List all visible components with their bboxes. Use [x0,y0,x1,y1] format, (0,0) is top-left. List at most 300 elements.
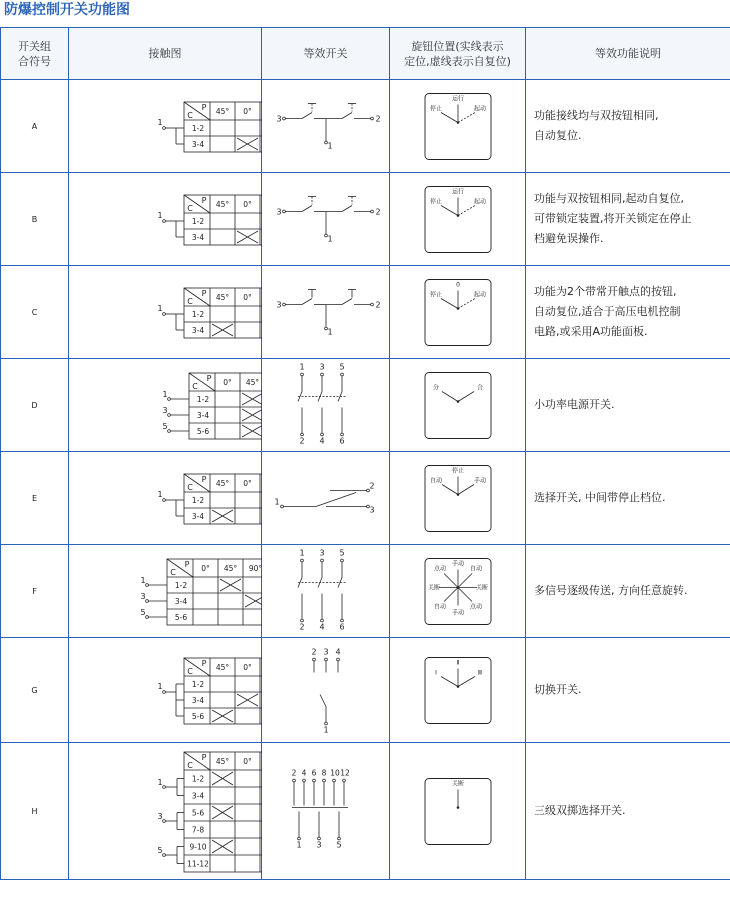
terminal-dot [163,312,166,315]
function-description [526,173,730,266]
angle-label: 0° [223,377,232,387]
wire [302,112,312,118]
terminal-dot [325,722,328,725]
contact-row-label: 7-8 [191,825,205,834]
terminal-dot [168,429,171,432]
angle-label: 0° [243,106,252,116]
knob-panel [425,778,491,844]
contact-row-label: 3-4 [191,232,205,242]
corner-p-label: P [201,102,207,112]
terminal-dot [338,837,341,840]
knob-position-label: 关断 [475,584,489,591]
contact-diagram [69,452,262,545]
header-code: 开关组 合符号 [1,28,69,80]
knob-position-label: 停止 [451,467,465,474]
knob-position-label: 点动 [469,603,483,610]
contact-table [157,195,262,245]
terminal-dot [371,117,374,120]
function-description [526,452,730,545]
terminal-dot [146,583,149,586]
diagram-svg [69,453,262,544]
terminal-label-left: 1 [157,303,163,313]
contact-row-label: 1-2 [191,495,205,505]
terminal-dot [321,559,324,562]
equiv-terminal-top: 1 [299,362,305,371]
corner-c-label: C [170,567,176,577]
knob-position-label: 合 [476,384,484,391]
angle-label: 0° [243,662,252,672]
equiv-switch [276,103,380,150]
function-description [526,638,730,743]
diagram-svg [69,174,262,265]
blade [320,694,326,706]
angle-label: 45° [245,377,260,387]
equiv-terminal-top: 6 [311,768,317,777]
knob-position-label: 手动 [473,477,487,484]
terminal-dot [313,658,316,661]
equiv-terminal-right: 2 [369,481,375,490]
diagram-svg [262,267,390,358]
diagram-svg [390,639,526,742]
wire [342,112,352,118]
function-row-b [1,173,730,266]
knob-position-label: 停止 [429,198,443,205]
knob-panel [425,279,491,345]
description-line: 自动复位,适合于高压电机控制 [534,305,681,318]
equiv-terminal-top: 5 [339,362,345,371]
contact-table [157,474,262,524]
terminal-label-left: 5 [157,845,163,855]
header-contact: 接触图 [69,28,262,80]
terminal-label-left: 5 [162,421,168,431]
terminal-dot [163,819,166,822]
knob-diagram [390,638,526,743]
equiv-switch [276,196,380,243]
knob-position-label: 起动 [473,198,487,205]
equiv-terminal-bottom: 1 [327,141,333,150]
equiv-diagram [262,545,390,638]
equiv-diagram [262,359,390,452]
description-line: 三级双掷选择开关. [534,804,626,817]
function-row-g [1,638,730,743]
equiv-terminal-top: 1 [299,548,305,557]
angle-label: 45° [215,756,230,766]
contact-row-label: 1-2 [196,394,210,404]
diagram-svg [69,267,262,358]
corner-p-label: P [201,752,207,762]
contact-table [157,658,262,724]
contact-diagram [69,743,262,880]
knob-position-label: 自动 [433,603,447,610]
corner-p-label: P [201,658,207,668]
corner-p-label: P [184,559,190,569]
terminal-dot [283,210,286,213]
knob-diagram [390,80,526,173]
diagram-svg [390,360,526,451]
knob-panel [425,558,491,624]
contact-diagram [69,545,262,638]
contact-diagram [69,173,262,266]
knob-position-label: 手动 [451,609,465,616]
contact-row-label: 3-4 [174,596,188,606]
row-code: G [1,638,69,743]
terminal-label-left: 3 [140,591,146,601]
equiv-switch [298,548,346,631]
angle-label: 45° [223,563,238,573]
description-line: 可带锁定装置,将开关锁定在停止 [534,212,692,225]
diagram-svg [390,744,526,879]
contact-table [157,752,262,872]
contact-row-label: 5-6 [191,808,205,817]
terminal-label-left: 1 [157,210,163,220]
function-row-c [1,266,730,359]
contact-row-label: 3-4 [191,791,205,800]
contact-row-label: 11-12 [187,859,209,868]
description-line: 小功率电源开关. [534,398,615,411]
angle-label: 45° [215,478,230,488]
diagram-svg [262,546,390,637]
diagram-svg [262,639,390,742]
knob-position-label: 点动 [433,565,447,572]
equiv-terminal-top: 2 [311,647,317,656]
diagram-svg [69,546,262,637]
terminal-dot [163,690,166,693]
equiv-diagram [262,80,390,173]
function-row-f [1,545,730,638]
terminal-label-left: 5 [140,607,146,617]
equiv-terminal-right: 2 [375,207,381,216]
knob-face [425,279,491,345]
angle-label: 0° [243,756,252,766]
knob-face [425,93,491,159]
equiv-terminal-bottom: 1 [327,327,333,336]
equiv-terminal-bottom: 2 [299,436,305,445]
terminal-dot [301,373,304,376]
row-code: H [1,743,69,880]
knob-position-label: 停止 [429,291,443,298]
terminal-dot [163,219,166,222]
contact-row-label: 3-4 [196,410,210,420]
angle-label: 45° [215,662,230,672]
contact-row-label: 3-4 [191,325,205,335]
contact-row-label: 3-4 [191,695,205,705]
contact-row-label: 1-2 [191,679,205,689]
terminal-label-left: 3 [162,405,168,415]
knob-position-label: 停止 [429,105,443,112]
wire [316,492,356,506]
knob-position-label: 起动 [473,291,487,298]
equiv-terminal-right: 3 [369,505,375,514]
function-row-d [1,359,730,452]
contact-row-label: 1-2 [191,216,205,226]
angle-label: 0° [201,563,210,573]
corner-c-label: C [187,203,193,213]
knob-diagram [390,452,526,545]
equiv-terminal-bottom: 1 [323,725,329,734]
knob-diagram [390,266,526,359]
terminal-dot [371,303,374,306]
contact-row-label: 1-2 [174,580,188,590]
terminal-dot [301,433,304,436]
contact-diagram [69,359,262,452]
knob-position-label: 关断 [451,780,465,787]
diagram-svg [262,81,390,172]
knob-position-label: 运行 [451,95,465,102]
corner-c-label: C [187,760,193,770]
function-row-a [1,80,730,173]
terminal-dot [323,779,326,782]
equiv-switch [292,768,350,849]
equiv-terminal-top: 3 [323,647,329,656]
corner-p-label: P [206,373,212,383]
contact-table [162,373,262,439]
contact-table [157,288,262,338]
diagram-svg [262,360,390,451]
description-line: 功能接线均与双按钮相同, [534,109,659,122]
knob-position-label: 起动 [473,105,487,112]
equiv-diagram [262,743,390,880]
angle-label: 0° [243,292,252,302]
equiv-terminal-bottom: 6 [339,622,345,631]
angle-label: 0° [243,478,252,488]
knob-position-label: 自动 [469,565,483,572]
terminal-dot [301,559,304,562]
terminal-dot [341,619,344,622]
contact-row-label: 9-10 [189,842,207,851]
equiv-switch [311,647,340,734]
equiv-terminal-top: 2 [291,768,297,777]
terminal-dot [163,853,166,856]
terminal-label-left: 1 [162,389,168,399]
diagram-svg [262,453,390,544]
terminal-dot [163,785,166,788]
knob-position-label: 运行 [451,188,465,195]
page-title: 防爆控制开关功能图 [4,2,130,18]
equiv-terminal-top: 8 [321,768,327,777]
diagram-svg [262,174,390,265]
corner-c-label: C [187,296,193,306]
equiv-terminal-bottom: 5 [336,840,342,849]
knob-face [425,465,491,531]
equiv-diagram [262,266,390,359]
description-line: 切换开关. [534,683,582,696]
equiv-terminal-top: 5 [339,548,345,557]
equiv-terminal-top: 3 [319,548,325,557]
diagram-svg [390,453,526,544]
function-description [526,359,730,452]
equiv-terminal-left: 1 [274,497,280,506]
terminal-dot [333,779,336,782]
knob-position-label: Ⅱ [456,659,460,666]
terminal-dot [293,779,296,782]
row-code: A [1,80,69,173]
equiv-terminal-top: 12 [340,768,350,777]
terminal-dot [146,615,149,618]
contact-row-label: 5-6 [174,612,188,622]
terminal-label-left: 1 [140,575,146,585]
equiv-terminal-top: 4 [301,768,307,777]
contact-row-label: 1-2 [191,309,205,319]
contact-diagram [69,638,262,743]
function-description [526,545,730,638]
description-line: 多信号逐级传送, 方向任意旋转. [534,584,688,597]
equiv-terminal-right: 2 [375,114,381,123]
terminal-dot [163,126,166,129]
contact-row-label: 5-6 [191,711,205,721]
row-code: E [1,452,69,545]
knob-panel [425,465,491,531]
header-equiv: 等效开关 [262,28,390,80]
diagram-svg [69,360,262,451]
description-line: 自动复位. [534,129,582,142]
knob-position-label: 手动 [451,560,465,567]
wire [342,298,352,304]
corner-c-label: C [187,110,193,120]
knob-position-label: Ⅲ [477,669,483,676]
equiv-switch [274,481,374,514]
function-table [0,27,730,880]
row-code: D [1,359,69,452]
equiv-diagram [262,452,390,545]
terminal-dot [321,619,324,622]
description-line: 功能与双按钮相同,起动自复位, [534,192,684,205]
function-description [526,743,730,880]
equiv-terminal-bottom: 4 [319,622,325,631]
function-description [526,80,730,173]
knob-panel [425,657,491,723]
diagram-svg [390,81,526,172]
terminal-dot [301,619,304,622]
contact-row-label: 1-2 [191,774,205,783]
function-row-h [1,743,730,880]
corner-p-label: P [201,288,207,298]
function-description [526,266,730,359]
equiv-terminal-top: 3 [319,362,325,371]
knob-panel [425,186,491,252]
contact-row-label: 3-4 [191,511,205,521]
equiv-terminal-top: 4 [335,647,341,656]
knob-position-label: 自动 [429,477,443,484]
equiv-terminal-left: 3 [276,114,282,123]
diagram-svg [390,174,526,265]
terminal-dot [168,397,171,400]
equiv-diagram [262,638,390,743]
terminal-dot [341,559,344,562]
diagram-svg [69,81,262,172]
description-line: 功能为2个带常开触点的按钮, [534,285,677,298]
row-code: B [1,173,69,266]
terminal-label-left: 1 [157,489,163,499]
knob-position-label: Ⅰ [435,669,437,676]
terminal-dot [281,505,284,508]
equiv-switch [276,289,380,336]
equiv-terminal-bottom: 2 [299,622,305,631]
corner-p-label: P [201,474,207,484]
header-knob: 旋钮位置(实线表示 定位,虚线表示自复位) [390,28,526,80]
terminal-dot [321,433,324,436]
terminal-dot [283,117,286,120]
description-line: 电路,或采用A功能面板. [534,325,648,338]
knob-diagram [390,743,526,880]
knob-diagram [390,359,526,452]
knob-panel [425,93,491,159]
row-code: F [1,545,69,638]
corner-c-label: C [187,666,193,676]
equiv-terminal-bottom: 1 [296,840,302,849]
contact-row-label: 1-2 [191,123,205,133]
terminal-label-left: 1 [157,117,163,127]
knob-panel [425,372,491,438]
header-row [1,28,730,80]
terminal-dot [298,837,301,840]
terminal-dot [313,779,316,782]
header-desc: 等效功能说明 [526,28,730,80]
diagram-svg [262,744,390,879]
wire [342,205,352,211]
diagram-svg [390,267,526,358]
row-code: C [1,266,69,359]
terminal-dot [325,658,328,661]
equiv-terminal-left: 3 [276,207,282,216]
contact-row-label: 5-6 [196,426,210,436]
terminal-dot [371,210,374,213]
equiv-terminal-right: 2 [375,300,381,309]
contact-row-label: 3-4 [191,139,205,149]
terminal-dot [337,658,340,661]
equiv-terminal-bottom: 6 [339,436,345,445]
knob-face [425,372,491,438]
diagram-svg [69,744,262,879]
terminal-dot [321,373,324,376]
terminal-dot [318,837,321,840]
equiv-terminal-top: 10 [330,768,340,777]
knob-position-label: 关断 [427,584,441,591]
contact-table [157,102,262,152]
knob-diagram [390,545,526,638]
corner-c-label: C [192,381,198,391]
knob-face [425,657,491,723]
angle-label: 45° [215,106,230,116]
equiv-terminal-left: 3 [276,300,282,309]
wire [302,298,312,304]
knob-face [425,778,491,844]
knob-position-label: 分 [432,384,440,391]
equiv-diagram [262,173,390,266]
knob-diagram [390,173,526,266]
terminal-dot [283,303,286,306]
terminal-label-left: 1 [157,777,163,787]
angle-label: 0° [243,199,252,209]
corner-c-label: C [187,482,193,492]
terminal-dot [303,779,306,782]
diagram-svg [390,546,526,637]
function-row-e [1,452,730,545]
contact-table [140,559,262,625]
equiv-switch [298,362,346,445]
knob-face [425,186,491,252]
knob-position-label: 0 [456,281,460,288]
terminal-dot [341,433,344,436]
description-line: 档避免误操作. [534,232,604,245]
description-line: 选择开关, 中间带停止档位. [534,491,666,504]
equiv-terminal-bottom: 4 [319,436,325,445]
equiv-terminal-bottom: 3 [316,840,322,849]
terminal-dot [168,413,171,416]
angle-label: 45° [215,292,230,302]
terminal-dot [343,779,346,782]
angle-label: 90° [248,563,262,573]
wire [302,205,312,211]
